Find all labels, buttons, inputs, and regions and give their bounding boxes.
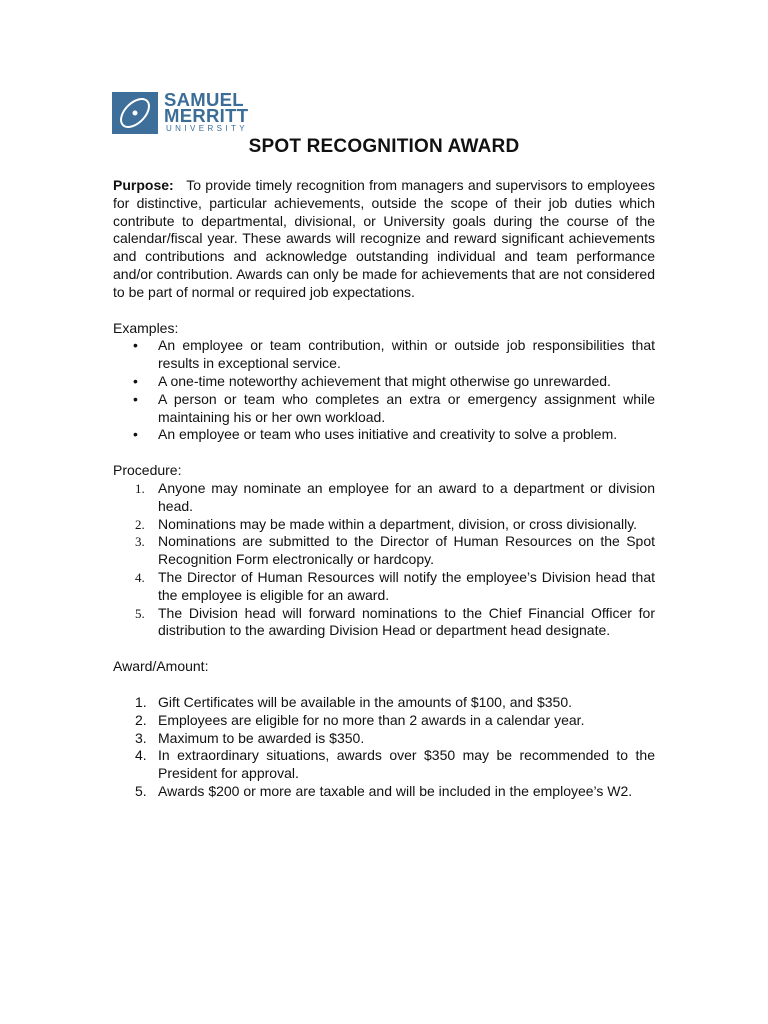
list-item: • An employee or team contribution, within or outside job responsibilities that results in exceptional service. xyxy=(133,337,655,372)
award-list xyxy=(113,694,655,801)
list-item: 2. Nominations may be made within a department, division, or cross divisionally. xyxy=(135,515,638,532)
examples-heading: Examples: xyxy=(113,319,179,336)
list-item: 3. Nominations are submitted to the Director of Human Resources on the Spot Recognition Form electronically or hardcopy. xyxy=(135,533,655,568)
bullet-icon: • xyxy=(133,390,138,407)
logo-wordmark xyxy=(164,89,249,134)
list-item: • An employee or team who uses initiative and creativity to solve a problem. xyxy=(133,426,618,443)
list-item: 3. Maximum to be awarded is $350. xyxy=(135,729,365,746)
list-item: 4. The Director of Human Resources will notify the employee’s Division head that the employee is eligible for an award. xyxy=(135,568,655,603)
list-item: • A one-time noteworthy achievement that might otherwise go unrewarded. xyxy=(133,372,611,389)
examples-list xyxy=(113,337,655,444)
bullet-icon: • xyxy=(133,426,138,443)
purpose-text: To provide timely recognition from managers and supervisors to employees for distinctive, particular achievements, outside the scope of their job duties which contribute to departmental, divisional, or University goals during the course of the calendar/fiscal year. These awards will recognize and reward significant achievements and contributions and acknowledge outstanding individual and team performance and/or contribution. Awards can only be made for achievements that are not considered to be part of normal or required job expectations. xyxy=(113,177,655,300)
purpose-paragraph xyxy=(113,177,655,302)
logo-line-2: MERRITT xyxy=(164,105,249,126)
bullet-icon: • xyxy=(133,337,138,354)
logo-emblem-icon xyxy=(112,92,158,134)
university-logo xyxy=(112,89,272,136)
list-item: • A person or team who completes an extra or emergency assignment while maintaining his or her own workload. xyxy=(133,390,655,425)
logo-line-1: SAMUEL xyxy=(164,89,244,110)
list-item: 5. The Division head will forward nominations to the Chief Financial Officer for distribution to the awarding Division Head or department head designate. xyxy=(135,604,655,639)
procedure-list xyxy=(113,480,655,640)
award-heading: Award/Amount: xyxy=(113,658,209,675)
logo-line-3: UNIVERSITY xyxy=(166,124,249,133)
procedure-heading: Procedure: xyxy=(113,462,182,479)
list-item: 2. Employees are eligible for no more than 2 awards in a calendar year. xyxy=(135,711,585,728)
list-item: 4. In extraordinary situations, awards over $350 may be recommended to the President for approval. xyxy=(135,747,655,782)
list-item: 1. Anyone may nominate an employee for an award to a department or division head. xyxy=(135,479,655,514)
document-body xyxy=(113,177,655,801)
list-item: 1. Gift Certificates will be available in the amounts of $100, and $350. xyxy=(135,693,573,710)
purpose-label: Purpose: xyxy=(113,177,174,193)
bullet-icon: • xyxy=(133,372,138,389)
document-title: SPOT RECOGNITION AWARD xyxy=(248,136,520,157)
list-item: 5. Awards $200 or more are taxable and will be included in the employee’s W2. xyxy=(135,782,633,799)
